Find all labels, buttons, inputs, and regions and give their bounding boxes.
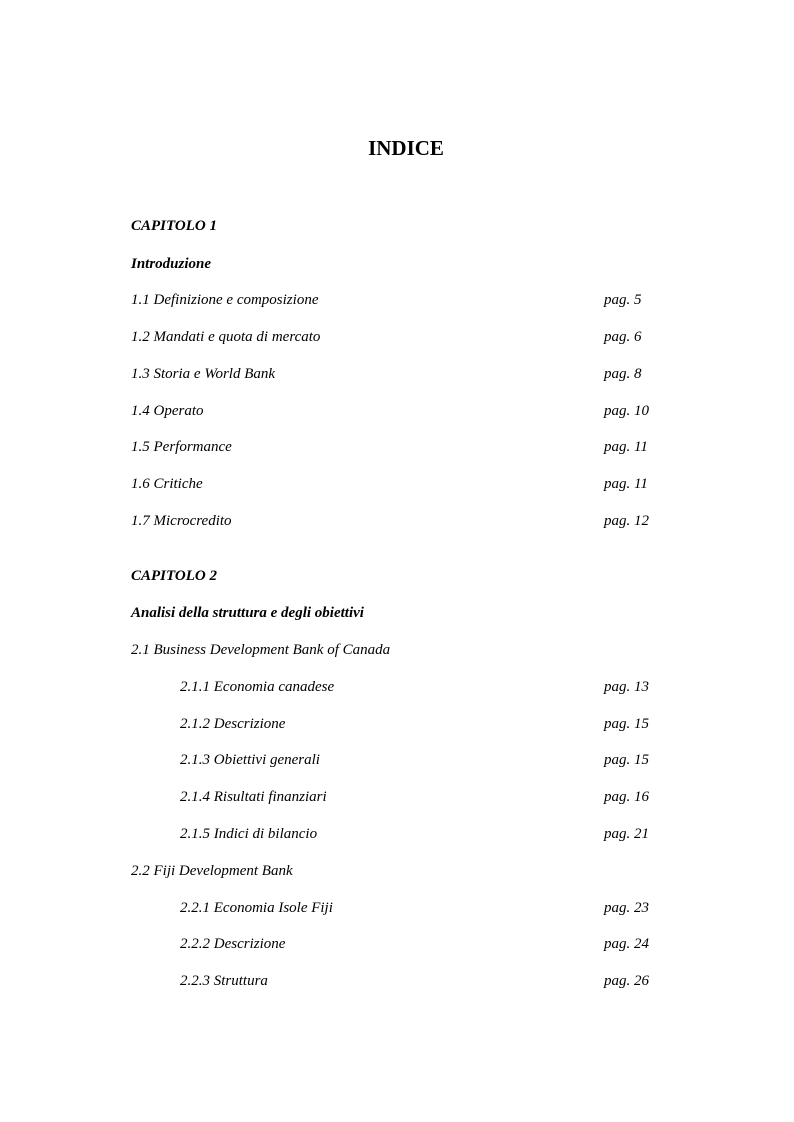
toc-page-1-5: pag. 11 (604, 439, 648, 455)
toc-entry-1-7: 1.7 Microcredito (131, 513, 232, 529)
toc-page-2-2-1: pag. 23 (604, 900, 649, 916)
toc-entry-2-2-2: 2.2.2 Descrizione (180, 936, 286, 952)
toc-entry-2-1-5: 2.1.5 Indici di bilancio (180, 826, 318, 842)
page-title: INDICE (368, 136, 444, 160)
toc-page-1-4: pag. 10 (604, 403, 649, 419)
toc-entry-2-1-3: 2.1.3 Obiettivi generali (180, 752, 320, 768)
toc-page-1-6: pag. 11 (604, 476, 648, 492)
toc-entry-2-2-1: 2.2.1 Economia Isole Fiji (180, 900, 333, 916)
toc-entry-1-4: 1.4 Operato (131, 403, 204, 419)
chapter-2-heading: CAPITOLO 2 (131, 568, 217, 584)
toc-page-2-1-5: pag. 21 (604, 826, 649, 842)
toc-page-1-7: pag. 12 (604, 513, 649, 529)
toc-entry-1-5: 1.5 Performance (131, 439, 232, 455)
toc-section-2-1: 2.1 Business Development Bank of Canada (131, 642, 391, 658)
toc-page-1-3: pag. 8 (604, 366, 642, 382)
chapter-1-subtitle: Introduzione (131, 256, 212, 272)
chapter-1-heading: CAPITOLO 1 (131, 218, 217, 234)
toc-page-1-1: pag. 5 (604, 292, 642, 308)
toc-page-2-1-1: pag. 13 (604, 679, 649, 695)
chapter-2-subtitle: Analisi della struttura e degli obiettivi (131, 605, 364, 621)
toc-page-2-1-3: pag. 15 (604, 752, 649, 768)
toc-entry-1-2: 1.2 Mandati e quota di mercato (131, 329, 321, 345)
toc-entry-2-1-1: 2.1.1 Economia canadese (180, 679, 335, 695)
toc-entry-2-1-2: 2.1.2 Descrizione (180, 716, 286, 732)
toc-page-2-1-2: pag. 15 (604, 716, 649, 732)
toc-entry-1-6: 1.6 Critiche (131, 476, 203, 492)
toc-page-2-1-4: pag. 16 (604, 789, 649, 805)
toc-page-1-2: pag. 6 (604, 329, 642, 345)
toc-entry-2-1-4: 2.1.4 Risultati finanziari (180, 789, 327, 805)
toc-entry-1-3: 1.3 Storia e World Bank (131, 366, 276, 382)
toc-section-2-2: 2.2 Fiji Development Bank (131, 863, 293, 879)
toc-page-2-2-2: pag. 24 (604, 936, 649, 952)
toc-entry-1-1: 1.1 Definizione e composizione (131, 292, 319, 308)
toc-page-2-2-3: pag. 26 (604, 973, 649, 989)
toc-entry-2-2-3: 2.2.3 Struttura (180, 973, 268, 989)
